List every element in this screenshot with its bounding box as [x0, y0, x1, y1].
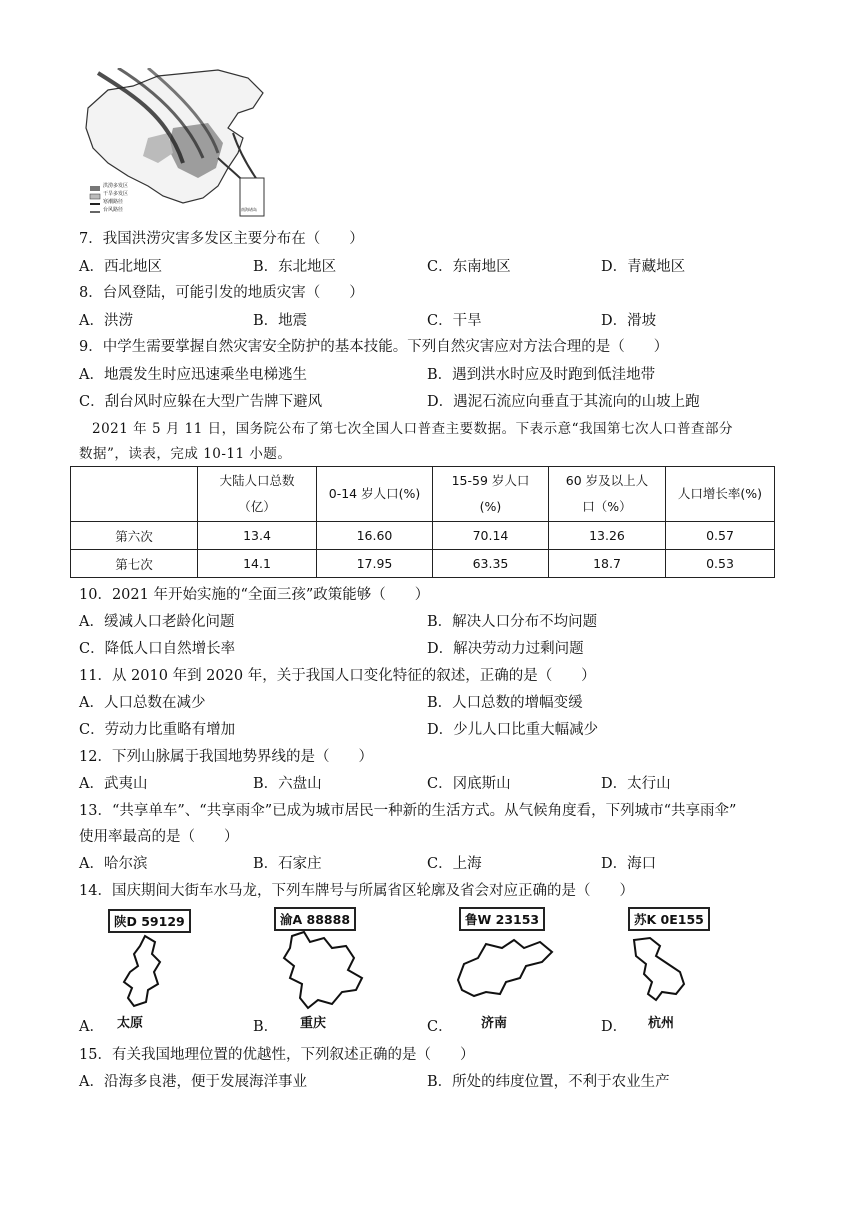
- q9-option-b[interactable]: B．遇到洪水时应及时跑到低洼地带: [427, 367, 656, 383]
- province-outline-d: [622, 930, 702, 1010]
- capital-a: 太原: [117, 1016, 144, 1031]
- plate-a: 陕D 59129: [108, 909, 191, 933]
- passage-line-1: 2021 年 5 月 11 日，国务院公布了第七次全国人口普查主要数据。下表示意“我国第七次人口普查部分: [92, 421, 733, 437]
- q12-option-a[interactable]: A．武夷山: [79, 776, 148, 792]
- q7-option-d[interactable]: D．青藏地区: [601, 259, 686, 275]
- map-legend: [103, 182, 128, 214]
- table-cell: 14.1: [198, 550, 317, 578]
- q10-option-a[interactable]: A．缓减人口老龄化问题: [79, 614, 235, 630]
- disaster-map: [78, 68, 268, 220]
- header-growth-rate: 人口增长率(%): [666, 467, 775, 522]
- province-outline-a: [110, 932, 180, 1012]
- q10-option-d[interactable]: D．解决劳动力过剩问题: [427, 641, 584, 657]
- table-cell: 17.95: [317, 550, 433, 578]
- q7-option-a[interactable]: A．西北地区: [79, 259, 162, 275]
- header-total-population-line1: 大陆人口总数: [219, 473, 295, 488]
- q9-option-d[interactable]: D．遇泥石流应向垂直于其流向的山坡上跑: [427, 394, 700, 410]
- header-age-15-59-line2: (%): [479, 499, 502, 514]
- q7-option-c[interactable]: C．东南地区: [427, 259, 511, 275]
- question-15: 15．有关我国地理位置的优越性，下列叙述正确的是（ ）: [79, 1047, 475, 1063]
- table-cell: 0.53: [666, 550, 775, 578]
- q9-option-a[interactable]: A．地震发生时应迅速乘坐电梯逃生: [79, 367, 307, 383]
- table-cell: 70.14: [433, 522, 549, 550]
- plate-c: 鲁W 23153: [459, 907, 545, 931]
- q15-option-b[interactable]: B．所处的纬度位置，不利于农业生产: [427, 1074, 670, 1090]
- question-14: 14．国庆期间大街车水马龙，下列车牌号与所属省区轮廓及省会对应正确的是（ ）: [79, 883, 634, 899]
- q13-option-d[interactable]: D．海口: [601, 856, 657, 872]
- capital-d: 杭州: [648, 1016, 675, 1031]
- question-7: 7．我国洪涝灾害多发区主要分布在（ ）: [79, 231, 364, 247]
- table-row: [71, 522, 775, 550]
- table-cell: 13.4: [198, 522, 317, 550]
- header-age-60-plus-line2: 口（%）: [582, 499, 632, 514]
- header-total-population: [198, 467, 317, 522]
- legend-cold-wave: 寒潮路径: [103, 199, 124, 205]
- table-cell: 13.26: [549, 522, 666, 550]
- q11-option-a[interactable]: A．人口总数在减少: [79, 695, 206, 711]
- q14-option-d[interactable]: D．: [601, 1019, 628, 1035]
- capital-b: 重庆: [300, 1016, 327, 1031]
- map-inset-label: 南海诸岛: [241, 207, 257, 212]
- table-cell: 63.35: [433, 550, 549, 578]
- q13-option-a[interactable]: A．哈尔滨: [79, 856, 148, 872]
- question-13-line-2: 使用率最高的是（ ）: [79, 829, 239, 845]
- q8-option-a[interactable]: A．洪涝: [79, 313, 133, 329]
- q11-option-d[interactable]: D．少儿人口比重大幅减少: [427, 722, 599, 738]
- q11-option-c[interactable]: C．劳动力比重略有增加: [79, 722, 236, 738]
- q9-option-c[interactable]: C．刮台风时应躲在大型广告牌下避风: [79, 394, 323, 410]
- q8-option-d[interactable]: D．滑坡: [601, 313, 657, 329]
- q12-option-c[interactable]: C．冈底斯山: [427, 776, 511, 792]
- table-row: [71, 550, 775, 578]
- plate-b: 渝A 88888: [274, 907, 356, 931]
- table-cell: 18.7: [549, 550, 666, 578]
- header-total-population-line2: （亿）: [238, 499, 276, 514]
- q15-option-a[interactable]: A．沿海多良港，便于发展海洋事业: [79, 1074, 307, 1090]
- census-table: [70, 466, 775, 578]
- header-age-60-plus-line1: 60 岁及以上人: [565, 473, 649, 488]
- q14-option-b[interactable]: B．: [253, 1019, 279, 1035]
- table-cell: 16.60: [317, 522, 433, 550]
- province-outline-b: [272, 928, 372, 1013]
- q10-option-b[interactable]: B．解决人口分布不均问题: [427, 614, 598, 630]
- plate-d: 苏K 0E155: [628, 907, 710, 931]
- question-10: 10．2021 年开始实施的“全面三孩”政策能够（ ）: [79, 587, 430, 603]
- q10-option-c[interactable]: C．降低人口自然增长率: [79, 641, 236, 657]
- q13-option-b[interactable]: B．石家庄: [253, 856, 322, 872]
- question-9: 9．中学生需要掌握自然灾害安全防护的基本技能。下列自然灾害应对方法合理的是（ ）: [79, 339, 669, 355]
- question-13: 13．“共享单车”、“共享雨伞”已成为城市居民一种新的生活方式。从气候角度看，下列城市“共享雨伞”: [79, 803, 737, 819]
- q8-option-c[interactable]: C．干旱: [427, 313, 482, 329]
- capital-c: 济南: [481, 1016, 508, 1031]
- q14-option-c[interactable]: C．: [427, 1019, 453, 1035]
- q8-option-b[interactable]: B．地震: [253, 313, 308, 329]
- table-cell: 第七次: [71, 550, 198, 578]
- q11-option-b[interactable]: B．人口总数的增幅变缓: [427, 695, 583, 711]
- q14-option-a[interactable]: A．: [79, 1019, 104, 1035]
- legend-flood: 洪涝多发区: [103, 183, 129, 189]
- header-empty: [71, 467, 198, 522]
- q12-option-d[interactable]: D．太行山: [601, 776, 671, 792]
- q7-option-b[interactable]: B．东北地区: [253, 259, 337, 275]
- question-11: 11．从 2010 年到 2020 年，关于我国人口变化特征的叙述，正确的是（ ）: [79, 668, 596, 684]
- header-age-60-plus: [549, 467, 666, 522]
- province-outline-c: [450, 930, 560, 1010]
- q12-option-b[interactable]: B．六盘山: [253, 776, 322, 792]
- header-age-15-59-line1: 15-59 岁人口: [451, 473, 530, 488]
- passage-line-2: 数据”，读表，完成 10-11 小题。: [79, 446, 292, 462]
- q13-option-c[interactable]: C．上海: [427, 856, 482, 872]
- header-age-0-14: 0-14 岁人口(%): [317, 467, 433, 522]
- header-age-15-59: [433, 467, 549, 522]
- table-cell: 0.57: [666, 522, 775, 550]
- question-12: 12．下列山脉属于我国地势界线的是（ ）: [79, 749, 373, 765]
- legend-drought: 干旱多发区: [103, 191, 129, 197]
- question-8: 8．台风登陆，可能引发的地质灾害（ ）: [79, 285, 364, 301]
- table-cell: 第六次: [71, 522, 198, 550]
- legend-typhoon: 台风路径: [103, 207, 124, 213]
